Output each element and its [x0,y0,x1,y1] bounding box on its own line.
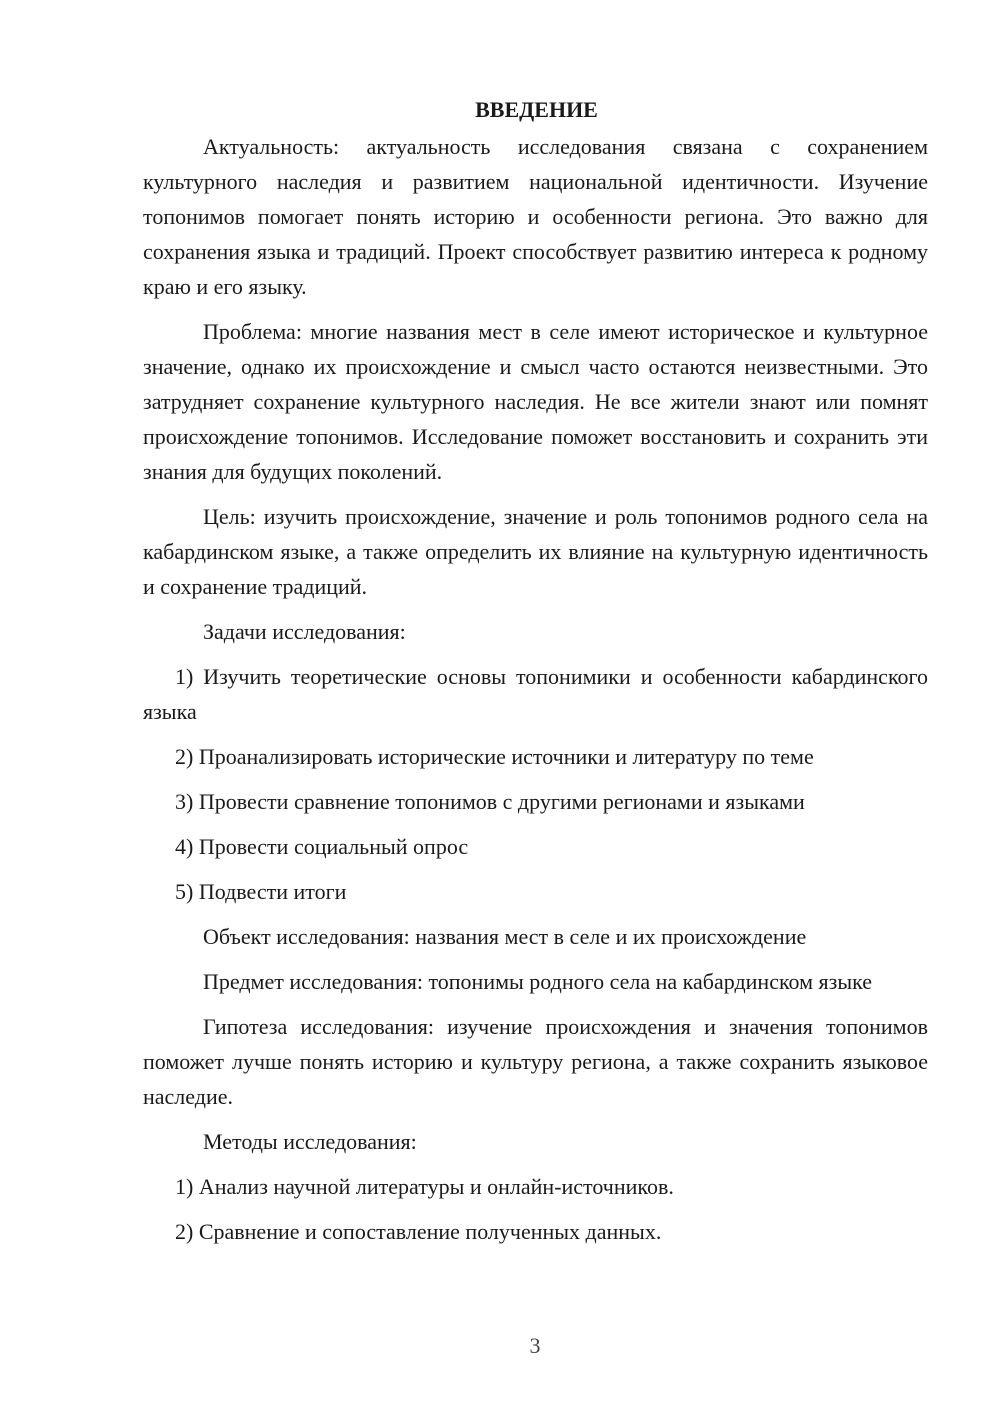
task-item: 3) Провести сравнение топонимов с другими регионами и языками [175,789,805,814]
method-item: 1) Анализ научной литературы и онлайн-источников. [175,1174,674,1199]
hypothesis-paragraph: Гипотеза исследования: изучение происхождения и значения топонимов поможет лучше понять историю и культуру региона, а также сохранить языковое наследие. [143,1014,928,1109]
method-item: 2) Сравнение и сопоставление полученных данных. [175,1219,662,1244]
page-title: ВВЕДЕНИЕ [475,97,598,122]
goal-paragraph: Цель: изучить происхождение, значение и роль топонимов родного села на кабардинском языке, а также определить их влияние на культурную идентичность и сохранение традиций. [143,504,928,599]
page-number: 3 [529,1333,541,1358]
problem-paragraph: Проблема: многие названия мест в селе имеют историческое и культурное значение, однако их происхождение и смысл часто остаются неизвестными. Это затрудняет сохранение культурного наследия. Не все жители знают или помнят происхождение топонимов. Исследование поможет восстановить и сохранить эти знания для будущих поколений. [143,319,928,484]
methods-heading: Методы исследования: [203,1129,417,1154]
tasks-heading: Задачи исследования: [203,619,406,644]
page-content [143,92,928,1259]
relevance-paragraph: Актуальность: актуальность исследования связана с сохранением культурного наследия и развитием национальной идентичности. Изучение топонимов помогает понять историю и особенности региона. Это важно для сохранения языка и традиций. Проект способствует развитию интереса к родному краю и его языку. [143,134,928,299]
task-item: 1) Изучить теоретические основы топонимики и особенности кабардинского языка [143,664,928,724]
task-item: 4) Провести социальный опрос [175,834,469,859]
subject-paragraph: Предмет исследования: топонимы родного села на кабардинском языке [203,969,873,994]
task-item: 5) Подвести итоги [175,879,347,904]
object-paragraph: Объект исследования: названия мест в селе и их происхождение [203,924,807,949]
task-item: 2) Проанализировать исторические источники и литературу по теме [175,744,814,769]
